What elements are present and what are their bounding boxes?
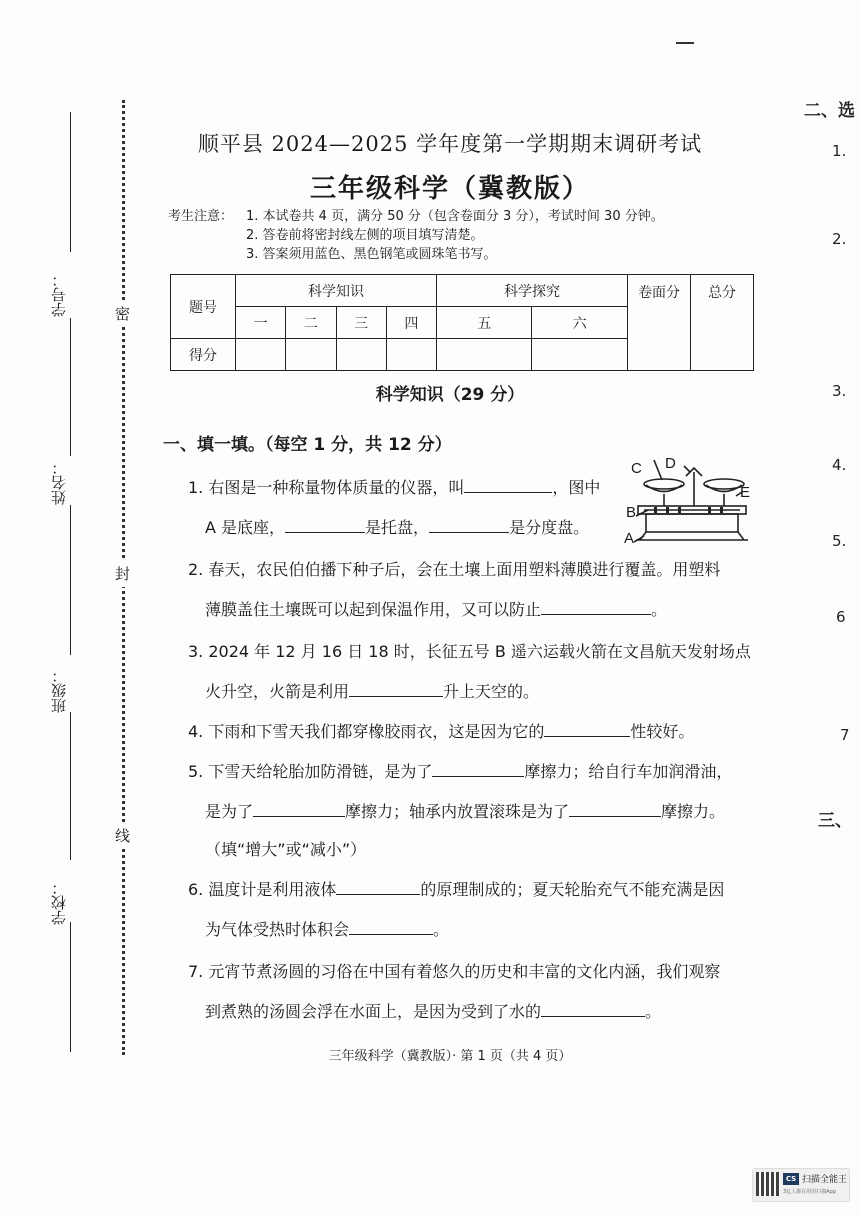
col-3: 三 [336, 307, 386, 339]
part-one-heading: 一、填一填。（每空 1 分，共 12 分） [163, 435, 452, 455]
notice-label: 考生注意： [168, 209, 234, 224]
q1-text-a: 1. 右图是一种称量物体质量的仪器，叫 [188, 478, 465, 497]
qr-code-icon [756, 1172, 780, 1196]
score-cell-1[interactable] [236, 339, 286, 371]
q4-text-a: 4. 下雨和下雪天我们都穿橡胶雨衣，这是因为它的 [188, 722, 545, 741]
question-3-line-1: 3. 2024 年 12 月 16 日 18 时，长征五号 B 遥六运载火箭在文昌航天发射场点 [188, 642, 751, 661]
q1-blank-1[interactable] [464, 474, 552, 493]
question-6-line-2 [205, 910, 449, 950]
score-cell-3[interactable] [336, 339, 386, 371]
q1-text-c: A 是底座， [205, 518, 286, 537]
question-1-line-1 [188, 468, 600, 508]
top-mark [676, 42, 694, 44]
q6-text-b: 的原理制成的；夏天轮胎充气不能充满是因 [420, 880, 725, 899]
school-label: 学校： [50, 880, 68, 925]
paper-score-head: 卷面分 [628, 275, 691, 371]
seal-char-mi: 密 [112, 300, 133, 327]
q5-text-c: 是为了 [205, 802, 254, 821]
school-line-bottom [70, 922, 71, 1052]
q7-blank-1[interactable] [541, 998, 645, 1017]
q1-text-e: 是分度盘。 [509, 518, 590, 537]
seal-char-xian: 线 [112, 822, 133, 849]
col-6: 六 [532, 307, 628, 339]
scanner-watermark [752, 1168, 850, 1202]
question-2-line-1: 2. 春天，农民伯伯播下种子后，会在土壤上面用塑料薄膜进行覆盖。用塑料 [188, 560, 721, 579]
scanner-name: 扫描全能王 [802, 1175, 848, 1185]
student-id-label: 学号： [50, 272, 68, 317]
next-page-part-two: 二、选 [804, 101, 855, 121]
next-page-q7: 7 [840, 726, 850, 744]
q4-blank-1[interactable] [544, 718, 630, 737]
next-page-q6: 6 [836, 608, 846, 626]
total-score-head: 总分 [691, 275, 754, 371]
q3-blank-1[interactable] [349, 678, 443, 697]
score-cell-6[interactable] [532, 339, 628, 371]
exam-subtitle: 三年级科学（冀教版） [309, 174, 590, 204]
q3-text-c: 升上天空的。 [443, 682, 540, 701]
balance-scale-diagram [624, 458, 756, 544]
q1-text-b: ，图中 [552, 478, 601, 497]
q5-blank-2[interactable] [253, 798, 345, 817]
q6-text-d: 。 [433, 920, 450, 939]
question-5-line-1 [188, 752, 732, 792]
q1-blank-3[interactable] [429, 514, 509, 533]
col-4: 四 [386, 307, 436, 339]
q2-text-b: 薄膜盖住土壤既可以起到保温作用，又可以防止 [205, 600, 542, 619]
name-line-top [70, 318, 71, 456]
diagram-label-c: C [631, 460, 642, 477]
diagram-label-a: A [624, 530, 635, 547]
notice-3: 3. 答案须用蓝色、黑色钢笔或圆珠笔书写。 [246, 247, 497, 262]
question-5-line-2 [205, 792, 725, 832]
question-6-line-1 [188, 870, 724, 910]
score-cell-2[interactable] [286, 339, 336, 371]
next-page-q5: 5. [832, 532, 847, 550]
col-2: 二 [286, 307, 336, 339]
q6-text-c: 为气体受热时体积会 [205, 920, 350, 939]
col-1: 一 [236, 307, 286, 339]
q6-blank-1[interactable] [336, 876, 420, 895]
next-page-q4: 4. [832, 456, 847, 474]
q5-text-b: 摩擦力；给自行车加润滑油， [524, 762, 733, 781]
question-1-line-2 [205, 508, 589, 548]
question-2-line-2 [205, 590, 667, 630]
q1-text-d: 是托盘， [365, 518, 430, 537]
notice-2: 2. 答卷前将密封线左侧的项目填写清楚。 [246, 228, 484, 243]
q4-text-b: 性较好。 [630, 722, 695, 741]
class-line-top [70, 505, 71, 655]
score-cell-4[interactable] [386, 339, 436, 371]
q5-text-a: 5. 下雪天给轮胎加防滑链，是为了 [188, 762, 433, 781]
score-cell-5[interactable] [437, 339, 532, 371]
next-page-q1: 1. [832, 142, 847, 160]
seal-char-feng: 封 [112, 560, 133, 587]
next-page-q2: 2. [832, 230, 847, 248]
diagram-label-e: E [740, 484, 751, 501]
q1-blank-2[interactable] [285, 514, 365, 533]
scanner-tagline: 3亿人都在用的扫描App [783, 1189, 836, 1195]
q7-text-c: 。 [645, 1002, 662, 1021]
row-head-number: 题号 [171, 275, 236, 339]
q6-blank-2[interactable] [349, 916, 433, 935]
question-4 [188, 712, 694, 752]
student-id-line [70, 112, 71, 252]
col-5: 五 [437, 307, 532, 339]
group-inquiry: 科学探究 [437, 275, 628, 307]
name-label: 姓名： [50, 460, 68, 505]
q2-text-c: 。 [651, 600, 668, 619]
q5-text-e: 摩擦力。 [661, 802, 726, 821]
q5-blank-3[interactable] [569, 798, 661, 817]
q5-text-d: 摩擦力；轴承内放置滚珠是为了 [345, 802, 570, 821]
diagram-label-d: D [665, 455, 676, 472]
q5-blank-1[interactable] [432, 758, 524, 777]
q3-text-b: 火升空，火箭是利用 [205, 682, 350, 701]
class-label: 班级： [50, 668, 68, 713]
group-knowledge: 科学知识 [236, 275, 437, 307]
school-line-top [70, 712, 71, 860]
q6-text-a: 6. 温度计是利用液体 [188, 880, 337, 899]
question-7-line-1: 7. 元宵节煮汤圆的习俗在中国有着悠久的历史和丰富的文化内涵，我们观察 [188, 962, 721, 981]
question-5-line-3: （填“增大”或“减小”） [205, 840, 367, 859]
score-table [170, 274, 754, 371]
q2-blank-1[interactable] [541, 596, 651, 615]
exam-title: 顺平县 2024—2025 学年度第一学期期末调研考试 [197, 132, 703, 156]
notice-block [168, 207, 664, 264]
diagram-label-b: B [626, 504, 637, 521]
section-title: 科学知识（29 分） [375, 385, 525, 405]
question-7-line-2 [205, 992, 661, 1032]
next-page-q3: 3. [832, 382, 847, 400]
question-3-line-2 [205, 672, 539, 712]
page-footer: 三年级科学（冀教版）· 第 1 页（共 4 页） [328, 1049, 572, 1064]
next-page-part-three: 三、 [818, 811, 852, 831]
notice-1: 1. 本试卷共 4 页，满分 50 分（包含卷面分 3 分），考试时间 30 分钟。 [246, 209, 664, 224]
q7-text-b: 到煮熟的汤圆会浮在水面上，是因为受到了水的 [205, 1002, 542, 1021]
score-row-label: 得分 [171, 339, 236, 371]
cs-logo-icon: CS [783, 1173, 799, 1185]
